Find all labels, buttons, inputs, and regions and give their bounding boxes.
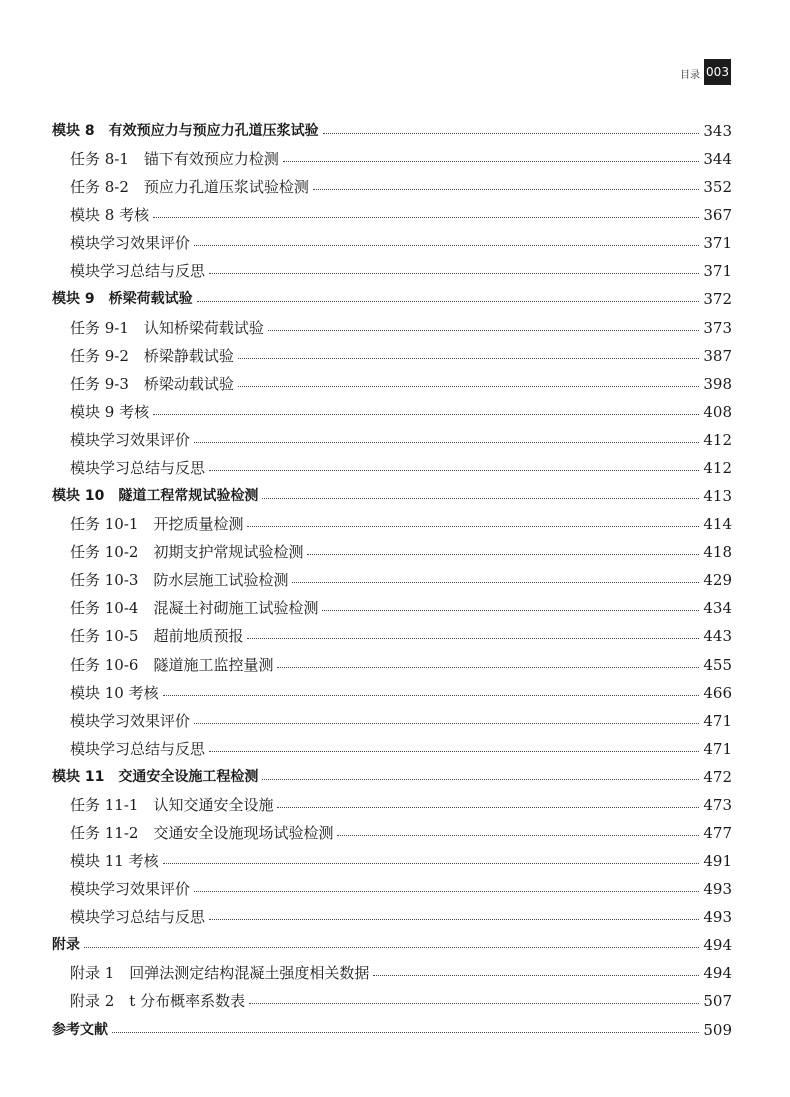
dot-leader bbox=[283, 160, 699, 162]
toc-entry-title: 模块 11 考核 bbox=[70, 852, 159, 871]
toc-entry-page: 493 bbox=[703, 880, 732, 899]
toc-entry-title: 任务 9-2 桥梁静载试验 bbox=[70, 346, 234, 365]
dot-leader bbox=[163, 694, 700, 696]
dot-leader bbox=[247, 525, 699, 527]
toc-entry-module bbox=[52, 763, 732, 791]
toc-entry-title: 模块学习效果评价 bbox=[70, 430, 191, 449]
dot-leader bbox=[163, 862, 700, 864]
toc-entry-page: 477 bbox=[703, 824, 732, 842]
toc-entry-page: 434 bbox=[703, 599, 732, 618]
dot-leader bbox=[194, 722, 699, 724]
toc-entry bbox=[70, 229, 732, 257]
toc-entry-title: 模块 8 有效预应力与预应力孔道压浆试验 bbox=[52, 123, 319, 139]
toc-entry-title: 任务 10-4 混凝土衬砌施工试验检测 bbox=[70, 599, 319, 618]
toc-entry-title: 模块 10 隧道工程常规试验检测 bbox=[52, 488, 259, 505]
toc-entry-title: 附录 bbox=[52, 937, 80, 954]
toc-entry bbox=[70, 847, 732, 875]
dot-leader bbox=[277, 666, 699, 668]
running-header-label: 目录 bbox=[680, 70, 700, 81]
toc-entry-title: 模块 8 考核 bbox=[70, 206, 150, 225]
toc-entry-page: 352 bbox=[703, 178, 732, 197]
dot-leader bbox=[307, 553, 699, 555]
toc-entry-title: 参考文献 bbox=[52, 1021, 108, 1038]
toc-entry-module bbox=[52, 1016, 732, 1044]
toc-entry-page: 413 bbox=[703, 487, 732, 506]
toc-entry-page: 493 bbox=[703, 908, 732, 927]
toc-entry-page: 455 bbox=[703, 655, 732, 674]
toc-entry-title: 模块学习总结与反思 bbox=[70, 908, 206, 927]
toc-entry-page: 507 bbox=[703, 992, 732, 1011]
toc-entry-title: 任务 10-5 超前地质预报 bbox=[70, 627, 244, 646]
dot-leader bbox=[292, 581, 699, 583]
toc-entry-module bbox=[52, 931, 732, 959]
toc-entry bbox=[70, 819, 732, 847]
dot-leader bbox=[153, 216, 699, 218]
toc-entry bbox=[70, 398, 732, 426]
toc-entry-title: 模块 9 考核 bbox=[70, 402, 150, 421]
toc-entry-title: 任务 8-2 预应力孔道压浆试验检测 bbox=[70, 178, 309, 197]
toc-entry-title: 模块 10 考核 bbox=[70, 683, 159, 702]
toc-entry-title: 任务 11-2 交通安全设施现场试验检测 bbox=[70, 824, 334, 842]
toc-entry-page: 344 bbox=[703, 150, 732, 169]
toc-entry-page: 367 bbox=[703, 206, 732, 225]
toc-entry-page: 387 bbox=[703, 346, 732, 365]
toc-entry-page: 494 bbox=[703, 936, 732, 955]
toc-entry bbox=[70, 651, 732, 679]
toc-entry-title: 附录 1 回弹法测定结构混凝土强度相关数据 bbox=[70, 964, 370, 983]
toc-entry-title: 任务 10-2 初期支护常规试验检测 bbox=[70, 543, 304, 562]
dot-leader bbox=[209, 918, 699, 920]
toc-entry-title: 模块 9 桥梁荷载试验 bbox=[52, 291, 193, 308]
toc-entry-page: 371 bbox=[703, 262, 732, 281]
toc-entry-page: 418 bbox=[703, 543, 732, 562]
toc-entry-title: 模块学习效果评价 bbox=[70, 711, 191, 730]
toc-entry-page: 343 bbox=[703, 122, 732, 140]
toc-entry bbox=[70, 257, 732, 285]
dot-leader bbox=[209, 469, 699, 471]
toc-entry bbox=[70, 454, 732, 482]
toc-entry-module bbox=[52, 482, 732, 510]
toc-entry-page: 414 bbox=[703, 515, 732, 534]
toc-entry-title: 任务 11-1 认知交通安全设施 bbox=[70, 795, 274, 814]
dot-leader bbox=[322, 609, 699, 611]
toc-entry-page: 371 bbox=[703, 234, 732, 253]
toc-entry bbox=[70, 903, 732, 931]
toc-entry bbox=[70, 735, 732, 763]
toc-entry-title: 任务 9-1 认知桥梁荷载试验 bbox=[70, 318, 264, 337]
toc-entry-title: 模块 11 交通安全设施工程检测 bbox=[52, 768, 259, 785]
dot-leader bbox=[249, 1002, 699, 1004]
toc-entry-page: 408 bbox=[703, 402, 732, 421]
toc-entry-title: 任务 10-1 开挖质量检测 bbox=[70, 515, 244, 534]
toc-entry bbox=[70, 201, 732, 229]
dot-leader bbox=[209, 750, 699, 752]
dot-leader bbox=[313, 188, 699, 190]
toc-entry-page: 372 bbox=[703, 290, 732, 309]
toc-entry bbox=[70, 145, 732, 173]
toc-entry-page: 412 bbox=[703, 458, 732, 477]
dot-leader bbox=[277, 806, 699, 808]
toc-entry-page: 471 bbox=[703, 739, 732, 758]
toc-entry bbox=[70, 510, 732, 538]
dot-leader bbox=[84, 946, 699, 948]
dot-leader bbox=[209, 272, 699, 274]
toc-entry-module bbox=[52, 285, 732, 313]
toc-entry bbox=[70, 791, 732, 819]
dot-leader bbox=[373, 974, 699, 976]
dot-leader bbox=[194, 244, 699, 246]
dot-leader bbox=[337, 834, 699, 836]
toc-entry bbox=[70, 959, 732, 987]
toc-entry bbox=[70, 594, 732, 622]
toc-entry-module bbox=[52, 117, 732, 145]
dot-leader bbox=[238, 357, 699, 359]
dot-leader bbox=[262, 497, 699, 499]
toc-entry-page: 412 bbox=[703, 430, 732, 449]
toc-entry-title: 任务 10-6 隧道施工监控量测 bbox=[70, 655, 274, 674]
dot-leader bbox=[262, 778, 699, 780]
toc-entry bbox=[70, 538, 732, 566]
toc-entry-title: 附录 2 t 分布概率系数表 bbox=[70, 992, 246, 1011]
toc-entry-page: 429 bbox=[703, 571, 732, 590]
toc-entry bbox=[70, 342, 732, 370]
toc-entry bbox=[70, 622, 732, 650]
toc-entry bbox=[70, 173, 732, 201]
dot-leader bbox=[268, 329, 699, 331]
toc-entry-title: 任务 10-3 防水层施工试验检测 bbox=[70, 571, 289, 590]
toc-entry bbox=[70, 875, 732, 903]
dot-leader bbox=[247, 637, 699, 639]
toc-entry bbox=[70, 987, 732, 1015]
toc-entry-title: 任务 8-1 锚下有效预应力检测 bbox=[70, 150, 279, 169]
toc-entry-title: 模块学习总结与反思 bbox=[70, 739, 206, 758]
toc-entry-page: 471 bbox=[703, 711, 732, 730]
toc-entry bbox=[70, 426, 732, 454]
toc-entry-title: 任务 9-3 桥梁动载试验 bbox=[70, 374, 234, 393]
toc-entry-page: 472 bbox=[703, 767, 732, 786]
dot-leader bbox=[194, 441, 699, 443]
toc-entry bbox=[70, 679, 732, 707]
toc-entry-page: 373 bbox=[703, 318, 732, 337]
toc-entry-page: 491 bbox=[703, 852, 732, 871]
toc-entry-page: 398 bbox=[703, 374, 732, 393]
dot-leader bbox=[197, 300, 700, 302]
dot-leader bbox=[194, 890, 699, 892]
toc-entry-page: 509 bbox=[703, 1020, 732, 1039]
toc-entry-page: 473 bbox=[703, 795, 732, 814]
page-number-badge: 003 bbox=[704, 59, 731, 85]
toc-entry-page: 443 bbox=[703, 627, 732, 646]
toc-entry-title: 模块学习总结与反思 bbox=[70, 262, 206, 281]
toc-entry bbox=[70, 707, 732, 735]
toc-entry-page: 494 bbox=[703, 964, 732, 983]
dot-leader bbox=[323, 132, 700, 134]
toc-entry bbox=[70, 566, 732, 594]
dot-leader bbox=[153, 413, 699, 415]
dot-leader bbox=[238, 385, 699, 387]
toc-entry-title: 模块学习效果评价 bbox=[70, 880, 191, 899]
toc-entry bbox=[70, 370, 732, 398]
toc-entry-title: 模块学习总结与反思 bbox=[70, 458, 206, 477]
toc-entry bbox=[70, 314, 732, 342]
dot-leader bbox=[112, 1031, 699, 1033]
toc-entry-page: 466 bbox=[703, 683, 732, 702]
toc-entry-title: 模块学习效果评价 bbox=[70, 234, 191, 253]
